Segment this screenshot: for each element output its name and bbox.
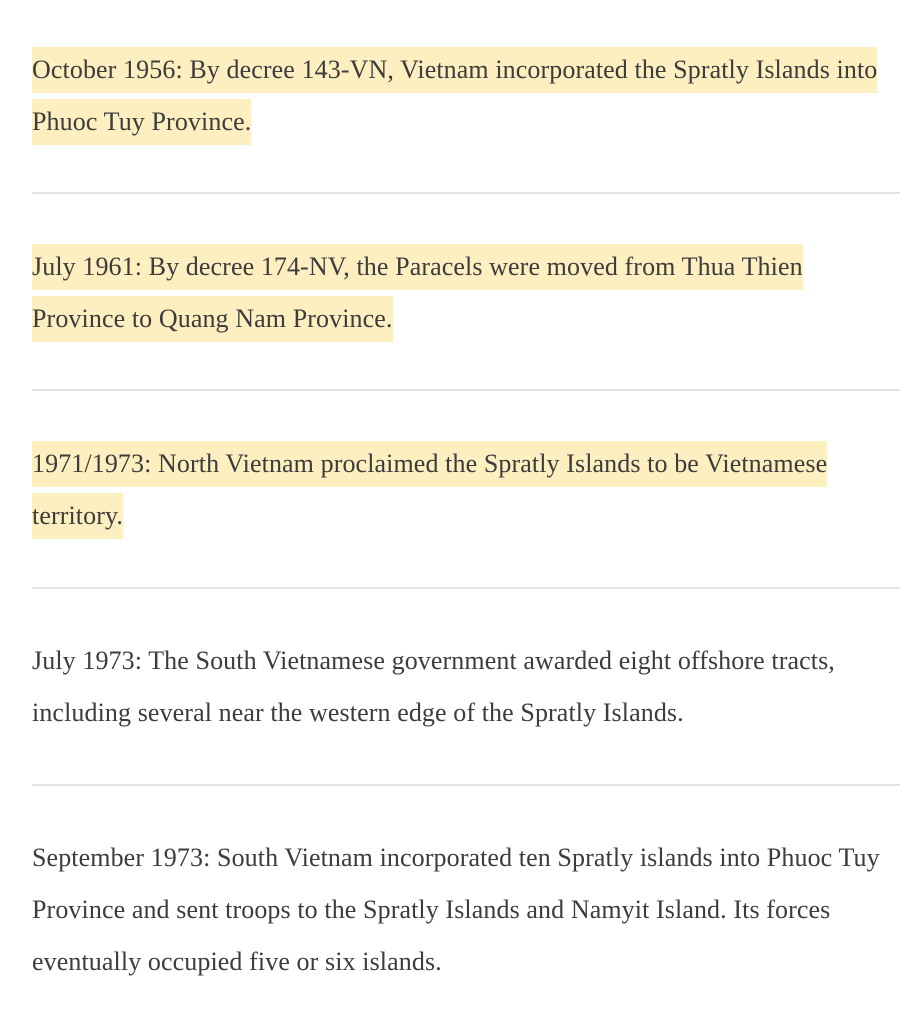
timeline-entry bbox=[32, 635, 900, 739]
entry-text[interactable]: July 1973: The South Vietnamese government awarded eight offshore tracts, including several near the western edge of the Spratly Islands. bbox=[32, 646, 835, 727]
timeline-entry bbox=[32, 44, 900, 148]
timeline-entry bbox=[32, 241, 900, 345]
entry-text[interactable] bbox=[32, 438, 900, 542]
highlighted-text[interactable]: 1971/1973: North Vietnam proclaimed the Spratly Islands to be Vietnamese territory. bbox=[32, 441, 827, 539]
divider bbox=[32, 389, 900, 391]
divider bbox=[32, 587, 900, 589]
timeline-entry bbox=[32, 438, 900, 542]
highlighted-text[interactable]: October 1956: By decree 143-VN, Vietnam incorporated the Spratly Islands into Phuoc Tuy Province. bbox=[32, 47, 877, 145]
divider bbox=[32, 784, 900, 786]
entry-text[interactable] bbox=[32, 44, 900, 148]
highlighted-text[interactable]: July 1961: By decree 174-NV, the Paracels were moved from Thua Thien Province to Quang Nam Province. bbox=[32, 244, 803, 342]
entry-text[interactable]: September 1973: South Vietnam incorporated ten Spratly islands into Phuoc Tuy Province and sent troops to the Spratly Islands and Namyit Island. Its forces eventually occupied five or six islands. bbox=[32, 843, 880, 976]
timeline-entry bbox=[32, 832, 900, 988]
divider bbox=[32, 192, 900, 194]
entry-text[interactable] bbox=[32, 241, 900, 345]
